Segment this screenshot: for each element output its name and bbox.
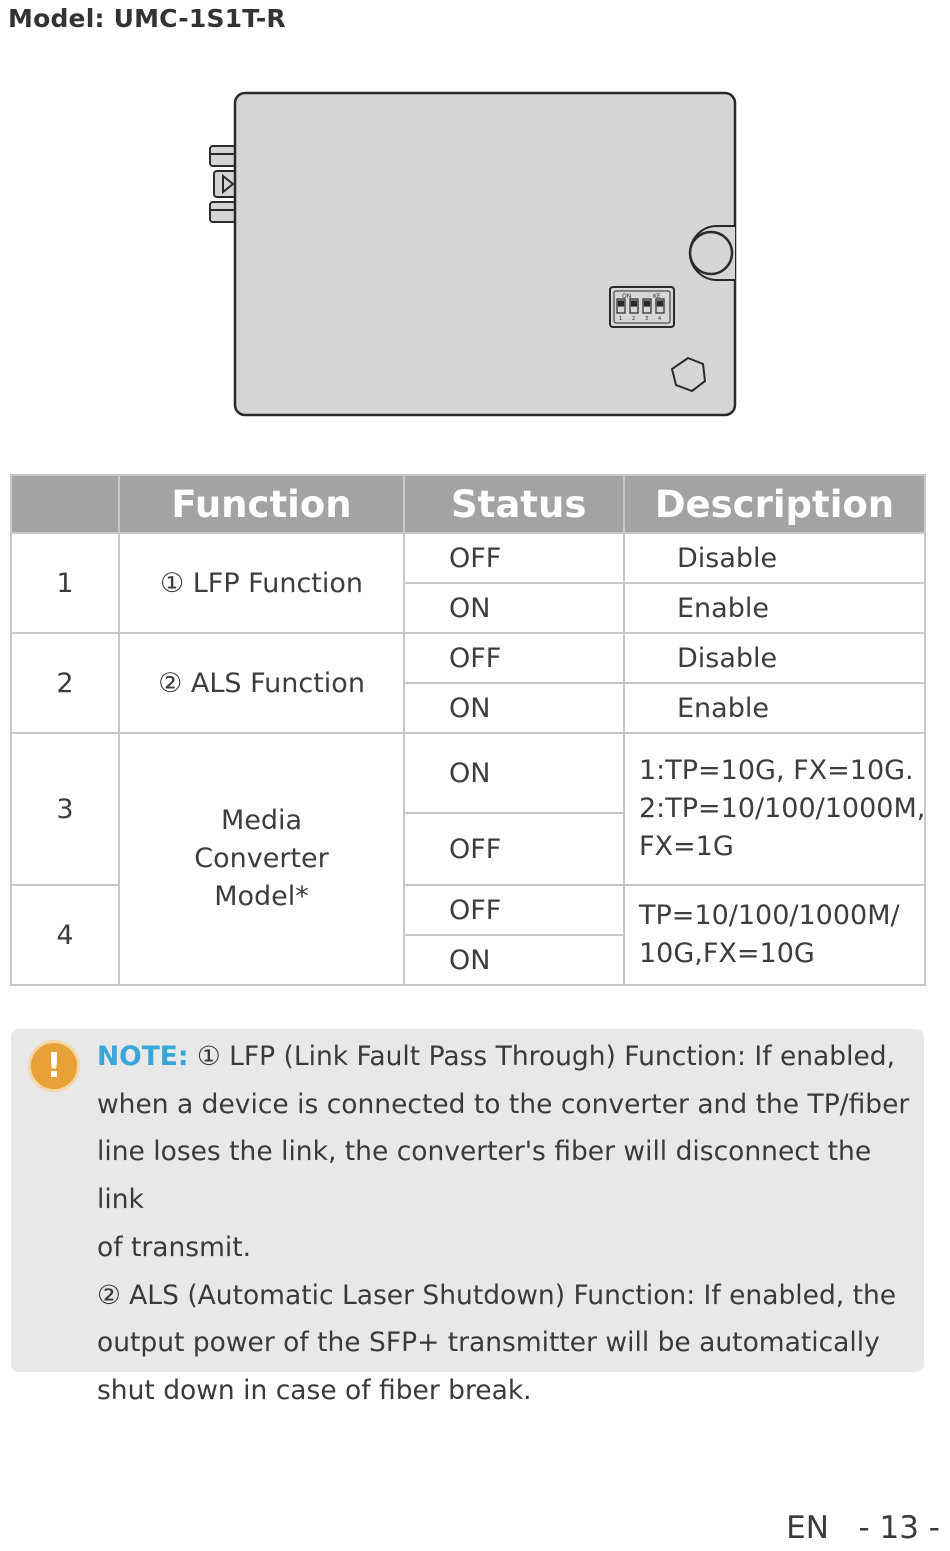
description-value — [624, 885, 925, 985]
function-name: ① LFP Function — [119, 533, 404, 633]
note-line: when a device is connected to the converter and the TP/fiber — [97, 1088, 910, 1120]
note-line: output power of the SFP+ transmitter will be automatically — [97, 1327, 880, 1359]
switch-number: 3 — [11, 733, 119, 885]
table-row — [11, 533, 925, 583]
description-value: Disable — [624, 533, 925, 583]
page-footer — [786, 1510, 940, 1546]
description-line: 2:TP=10/100/1000M, — [639, 793, 926, 824]
status-value: OFF — [404, 533, 624, 583]
device-body — [235, 93, 735, 415]
status-value: ON — [404, 935, 624, 985]
status-value: OFF — [404, 813, 624, 885]
table-row — [11, 733, 925, 813]
dip-ke-label: KE — [653, 293, 661, 300]
function-name: ② ALS Function — [119, 633, 404, 733]
description-line: 1:TP=10G, FX=10G. — [639, 755, 914, 786]
status-value: OFF — [404, 633, 624, 683]
note-line-text: ① LFP (Link Fault Pass Through) Function: If enabled, — [196, 1041, 896, 1072]
function-line: Converter — [194, 843, 329, 874]
header-status: Status — [404, 475, 624, 533]
status-value: ON — [404, 733, 624, 813]
description-value — [624, 733, 925, 885]
description-value: Disable — [624, 633, 925, 683]
dip-on-label: ON — [622, 293, 632, 300]
description-line: TP=10/100/1000M/ — [639, 900, 900, 931]
switch-number: 4 — [11, 885, 119, 985]
note-text — [97, 1033, 917, 1415]
note-box — [11, 1029, 924, 1406]
status-value: ON — [404, 683, 624, 733]
page-number: - 13 - — [858, 1510, 940, 1546]
function-line: Media — [220, 805, 303, 836]
table-header-row — [11, 475, 925, 533]
description-line: 10G,FX=10G — [639, 938, 815, 969]
switch-number: 1 — [11, 533, 119, 633]
note-line: shut down in case of fiber break. — [97, 1374, 532, 1406]
function-name — [119, 733, 404, 985]
status-value: ON — [404, 583, 624, 633]
note-label: NOTE: — [97, 1041, 189, 1072]
note-line: of transmit. — [97, 1231, 252, 1263]
round-port — [690, 226, 735, 280]
switch-number: 2 — [11, 633, 119, 733]
dip-number: 1 — [619, 316, 623, 322]
dip-number: 2 — [632, 316, 636, 322]
language-label: EN — [786, 1510, 829, 1546]
port-connectors — [210, 146, 236, 222]
device-illustration — [205, 88, 745, 420]
note-line — [97, 1033, 917, 1081]
description-value: Enable — [624, 683, 925, 733]
description-value: Enable — [624, 583, 925, 633]
dip-number: 3 — [645, 316, 649, 322]
header-description: Description — [624, 475, 925, 533]
table-row — [11, 633, 925, 683]
description-line: FX=1G — [639, 831, 734, 862]
header-num — [11, 475, 119, 533]
status-value: OFF — [404, 885, 624, 935]
note-line: ② ALS (Automatic Laser Shutdown) Function: If enabled, the — [97, 1279, 897, 1311]
function-line: Model* — [214, 881, 309, 912]
header-function: Function — [119, 475, 404, 533]
note-line: line loses the link, the converter's fiber will disconnect the link — [97, 1136, 872, 1216]
dip-switch-table — [10, 474, 926, 986]
dip-number: 4 — [658, 316, 662, 322]
model-title: Model: UMC-1S1T-R — [8, 4, 286, 33]
dip-switch — [610, 287, 674, 327]
exclamation-icon: ! — [28, 1040, 80, 1092]
